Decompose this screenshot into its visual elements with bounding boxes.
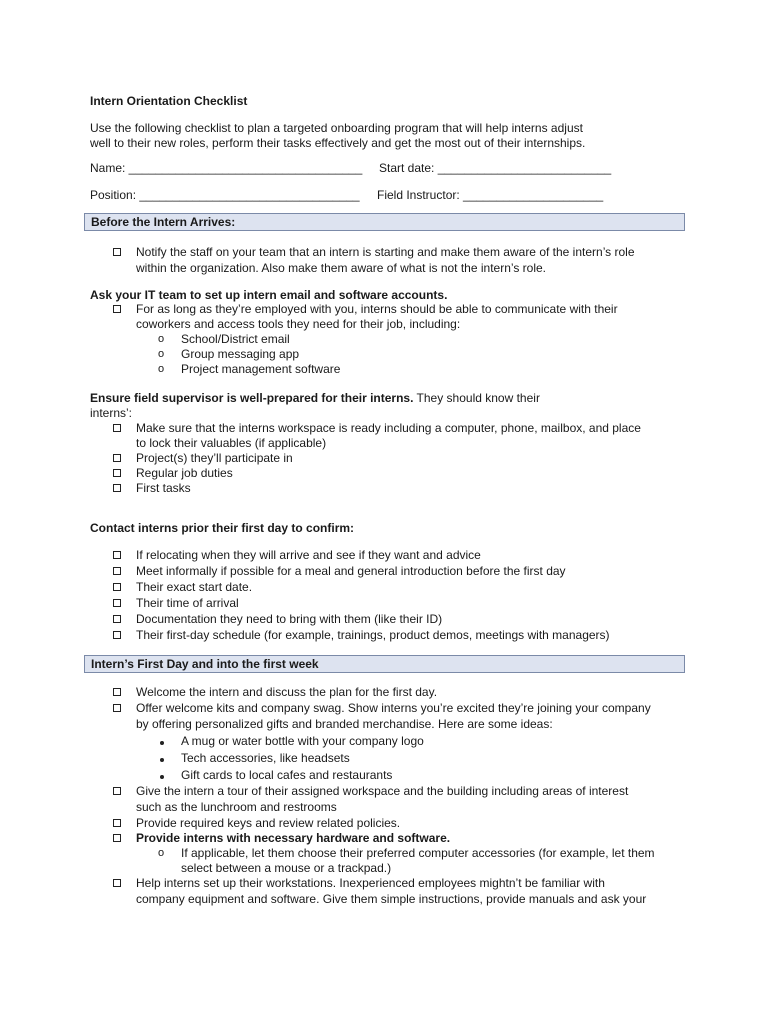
- checkbox[interactable]: [113, 484, 121, 492]
- checkbox[interactable]: [113, 787, 121, 795]
- section-header-before: [84, 213, 685, 231]
- keys-item: Provide required keys and review related policies.: [136, 816, 401, 830]
- supervisor-heading-bold: Ensure field supervisor is well-prepared for their interns.: [90, 391, 414, 405]
- supervisor-item: Project(s) they’ll participate in: [136, 451, 293, 465]
- checkbox[interactable]: [113, 469, 121, 477]
- workstations-line-2: company equipment and software. Give them simple instructions, provide manuals and ask your: [136, 892, 647, 906]
- checkbox[interactable]: [113, 704, 121, 712]
- supervisor-item-line-1: Make sure that the interns workspace is ready including a computer, phone, mailbox, and place: [136, 421, 641, 435]
- contact-heading: Contact interns prior their first day to confirm:: [90, 521, 355, 535]
- supervisor-item-line-2: to lock their valuables (if applicable): [136, 436, 327, 450]
- checkbox[interactable]: [113, 424, 121, 432]
- offer-line-2: by offering personalized gifts and branded merchandise. Here are some ideas:: [136, 717, 553, 731]
- contact-item: If relocating when they will arrive and see if they want and advice: [136, 548, 481, 562]
- position-field[interactable]: Position: _________________________________: [90, 188, 360, 202]
- tour-line-1: Give the intern a tour of their assigned workspace and the building including areas of interest: [136, 784, 629, 798]
- supervisor-heading-rest: They should know their: [416, 391, 540, 405]
- sub-marker: o: [158, 333, 165, 345]
- offer-line-1: Offer welcome kits and company swag. Show interns you’re excited they’re joining your company: [136, 701, 651, 715]
- sub-marker: o: [158, 847, 165, 859]
- contact-item: Their exact start date.: [136, 580, 253, 594]
- hardware-item: Provide interns with necessary hardware and software.: [136, 831, 451, 845]
- supervisor-heading-line-2: interns’:: [90, 406, 133, 420]
- it-sub-item: School/District email: [181, 332, 290, 346]
- checkbox[interactable]: [113, 834, 121, 842]
- hardware-sub-line-1: If applicable, let them choose their preferred computer accessories (for example, let them: [181, 846, 655, 860]
- hardware-sub-line-2: select between a mouse or a trackpad.): [181, 861, 392, 875]
- sub-marker: o: [158, 363, 165, 375]
- tour-line-2: such as the lunchroom and restrooms: [136, 800, 337, 814]
- checkbox[interactable]: [113, 819, 121, 827]
- checkbox[interactable]: [113, 615, 121, 623]
- checkbox[interactable]: [113, 583, 121, 591]
- supervisor-item: First tasks: [136, 481, 191, 495]
- it-heading: Ask your IT team to set up intern email and software accounts.: [90, 288, 448, 302]
- bullet-icon: [160, 775, 164, 779]
- idea-item: Gift cards to local cafes and restaurants: [181, 768, 393, 782]
- checkbox[interactable]: [113, 879, 121, 887]
- idea-item: A mug or water bottle with your company logo: [181, 734, 424, 748]
- intro-line-1: Use the following checklist to plan a targeted onboarding program that will help interns adjust: [90, 121, 583, 135]
- checkbox[interactable]: [113, 551, 121, 559]
- checkbox[interactable]: [113, 454, 121, 462]
- welcome-item: Welcome the intern and discuss the plan for the first day.: [136, 685, 438, 699]
- field-instructor-field[interactable]: Field Instructor: _____________________: [377, 188, 604, 202]
- checkbox[interactable]: [113, 305, 121, 313]
- checkbox[interactable]: [113, 688, 121, 696]
- checkbox[interactable]: [113, 567, 121, 575]
- it-sub-item: Group messaging app: [181, 347, 300, 361]
- contact-item: Their first-day schedule (for example, trainings, product demos, meetings with managers): [136, 628, 610, 642]
- name-field[interactable]: Name: ___________________________________: [90, 161, 363, 175]
- contact-item: Their time of arrival: [136, 596, 239, 610]
- it-sub-item: Project management software: [181, 362, 341, 376]
- notify-line-2: within the organization. Also make them aware of what is not the intern’s role.: [136, 261, 546, 275]
- supervisor-heading: [90, 391, 540, 406]
- idea-item: Tech accessories, like headsets: [181, 751, 350, 765]
- sub-marker: o: [158, 348, 165, 360]
- workstations-line-1: Help interns set up their workstations. Inexperienced employees mightn’t be familiar with: [136, 876, 605, 890]
- checkbox[interactable]: [113, 599, 121, 607]
- bullet-icon: [160, 758, 164, 762]
- contact-item: Meet informally if possible for a meal and general introduction before the first day: [136, 564, 566, 578]
- checkbox[interactable]: [113, 631, 121, 639]
- it-item-line-1: For as long as they’re employed with you, interns should be able to communicate with their: [136, 302, 618, 316]
- contact-item: Documentation they need to bring with them (like their ID): [136, 612, 443, 626]
- intro-line-2: well to their new roles, perform their tasks effectively and get the most out of their internships.: [90, 136, 586, 150]
- section-header-first-day: [84, 655, 685, 673]
- section-header-before-label: Before the Intern Arrives:: [91, 215, 236, 229]
- checkbox[interactable]: [113, 248, 121, 256]
- notify-line-1: Notify the staff on your team that an intern is starting and make them aware of the intern’s role: [136, 245, 635, 259]
- it-item-line-2: coworkers and access tools they need for their job, including:: [136, 317, 461, 331]
- supervisor-item: Regular job duties: [136, 466, 233, 480]
- section-header-first-day-label: Intern’s First Day and into the first week: [91, 657, 319, 671]
- page-title: Intern Orientation Checklist: [90, 94, 248, 108]
- bullet-icon: [160, 741, 164, 745]
- start-date-field[interactable]: Start date: __________________________: [379, 161, 612, 175]
